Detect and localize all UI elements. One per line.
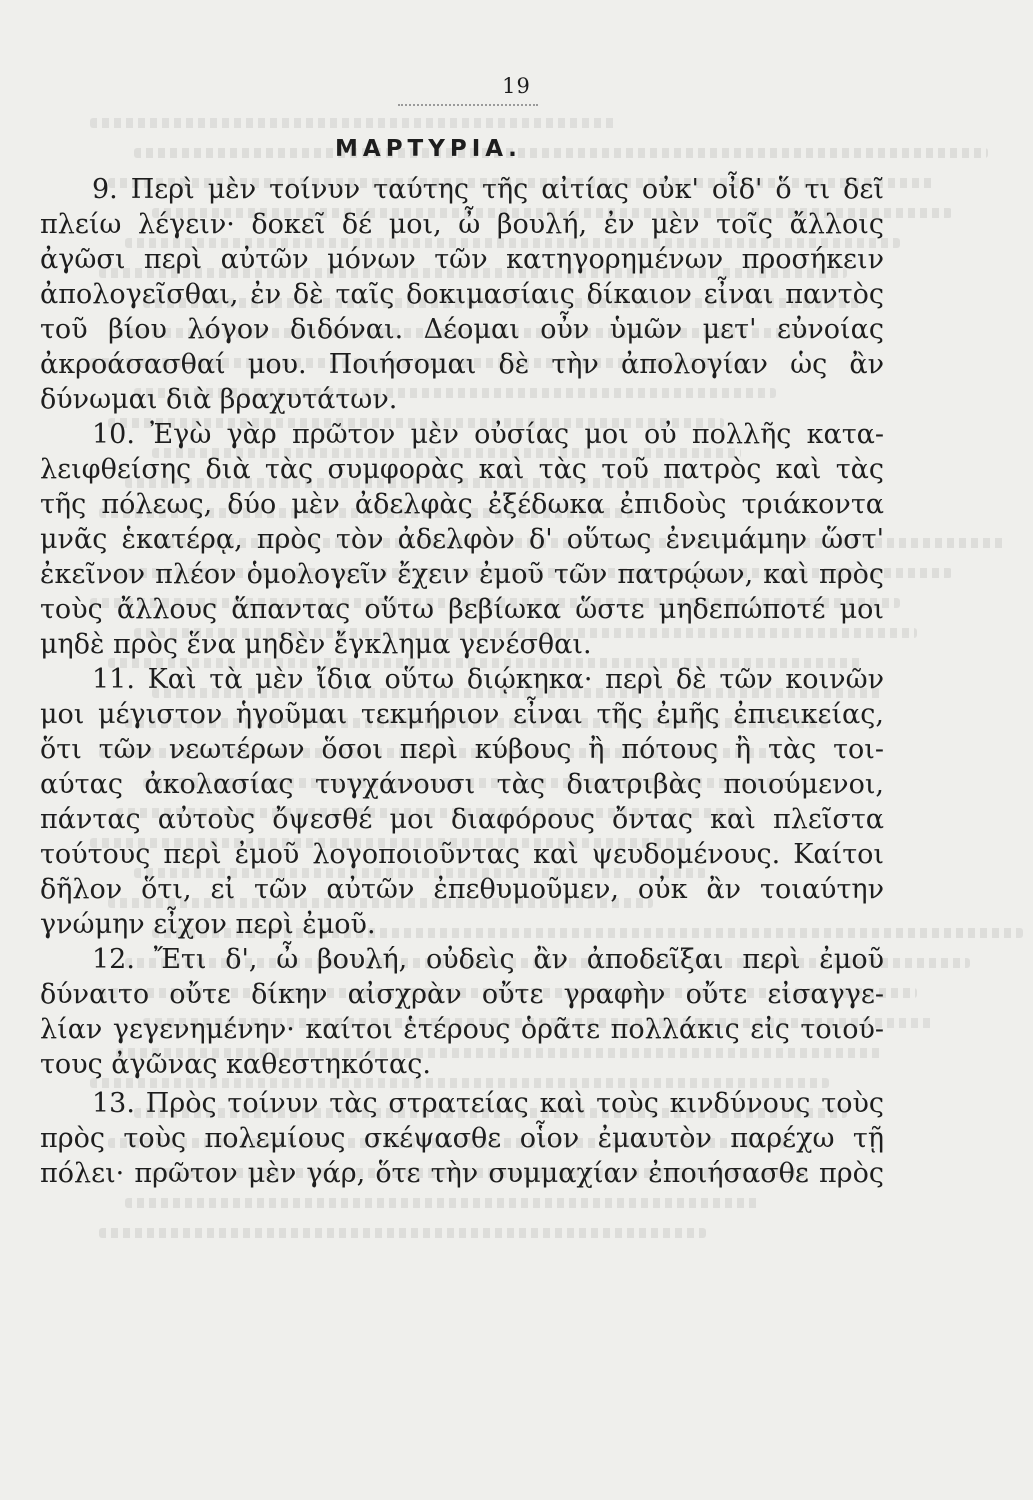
text-line: 11. Καὶ τὰ μὲν ἴδια οὕτω διῴκηκα· περὶ δὲ τῶν κοινῶν [92,664,884,695]
text-line: πόλει· πρῶτον μὲν γάρ, ὅτε τὴν συμμαχίαν ἐποιήσασθε πρὸς [40,1158,884,1189]
text-line: ἀγῶσι περὶ αὐτῶν μόνων τῶν κατηγορημένων προσήκειν [40,244,884,275]
bleed-line [99,1228,706,1238]
text-line: τοῦ βίου λόγον διδόναι. Δέομαι οὖν ὑμῶν μετ' εὐνοίας [40,314,884,345]
text-line: 12. Ἔτι δ', ὦ βουλή, οὐδεὶς ἂν ἀποδεῖξαι περὶ ἐμοῦ [92,944,884,975]
text-line: τῆς πόλεως, δύο μὲν ἀδελφὰς ἐξέδωκα ἐπιδοὺς τριάκοντα [40,489,884,520]
text-line: ἐκεῖνον πλέον ὁμολογεῖν ἔχειν ἐμοῦ τῶν πατρῴων, καὶ πρὸς [40,559,884,590]
text-line: δῆλον ὅτι, εἰ τῶν αὐτῶν ἐπεθυμοῦμεν, οὐκ ἂν τοιαύτην [40,874,884,905]
bleed-line [90,118,618,128]
page-number: 19 [502,74,531,98]
text-line: μνᾶς ἑκατέρᾳ, πρὸς τὸν ἀδελφὸν δ' οὕτως ἐνειμάμην ὥστ' [40,524,884,555]
text-line: δύνωμαι διὰ βραχυτάτων. [40,384,398,415]
dotted-rule [398,104,538,106]
text-line: πλείω λέγειν· δοκεῖ δέ μοι, ὦ βουλή, ἐν μὲν τοῖς ἄλλοις [40,209,884,240]
text-line: λίαν γεγενημένην· καίτοι ἑτέρους ὁρᾶτε πολλάκις εἰς τοιού- [40,1014,884,1045]
text-line: πρὸς τοὺς πολεμίους σκέψασθε οἷον ἐμαυτὸν παρέχω τῇ [40,1123,884,1154]
text-line: μηδὲ πρὸς ἕνα μηδὲν ἔγκλημα γενέσθαι. [40,629,592,660]
text-line: ἀκροάσασθαί μου. Ποιήσομαι δὲ τὴν ἀπολογίαν ὡς ἂν [40,349,884,380]
text-line: γνώμην εἶχον περὶ ἐμοῦ. [40,909,376,940]
text-line: μοι μέγιστον ἡγοῦμαι τεκμήριον εἶναι τῆς ἐμῆς ἐπιεικείας, [40,699,884,730]
text-line: ἀπολογεῖσθαι, ἐν δὲ ταῖς δοκιμασίαις δίκαιον εἶναι παντὸς [40,279,884,310]
bleed-line [125,1198,759,1208]
text-line: 13. Πρὸς τοίνυν τὰς στρατείας καὶ τοὺς κινδύνους τοὺς [92,1088,884,1119]
text-line: τοὺς ἄλλους ἅπαντας οὕτω βεβίωκα ὥστε μηδεπώποτέ μοι [40,594,884,625]
text-line: 10. Ἐγὼ γὰρ πρῶτον μὲν οὐσίας μοι οὐ πολλῆς κατα- [92,419,884,450]
text-line: δύναιτο οὔτε δίκην αἰσχρὰν οὔτε γραφὴν οὔτε εἰσαγγε- [40,979,884,1010]
text-line: τούτους περὶ ἐμοῦ λογοποιοῦντας καὶ ψευδομένους. Καίτοι [40,839,884,870]
body-text [40,172,884,1191]
section-heading: ΜΑΡΤΥΡΙΑ. [335,136,522,162]
text-line: τους ἀγῶνας καθεστηκότας. [40,1049,431,1080]
bleed-line [134,148,988,158]
text-line: λειφθείσης διὰ τὰς συμφορὰς καὶ τὰς τοῦ πατρὸς καὶ τὰς [40,454,884,485]
text-line: αύτας ἀκολασίας τυγχάνουσι τὰς διατριβὰς ποιούμενοι, [40,769,884,800]
text-line: πάντας αὐτοὺς ὄψεσθέ μοι διαφόρους ὄντας καὶ πλεῖστα [40,804,884,835]
text-line: 9. Περὶ μὲν τοίνυν ταύτης τῆς αἰτίας οὐκ' οἶδ' ὅ τι δεῖ [92,174,884,205]
text-line: ὅτι τῶν νεωτέρων ὅσοι περὶ κύβους ἢ πότους ἢ τὰς τοι- [40,734,884,765]
